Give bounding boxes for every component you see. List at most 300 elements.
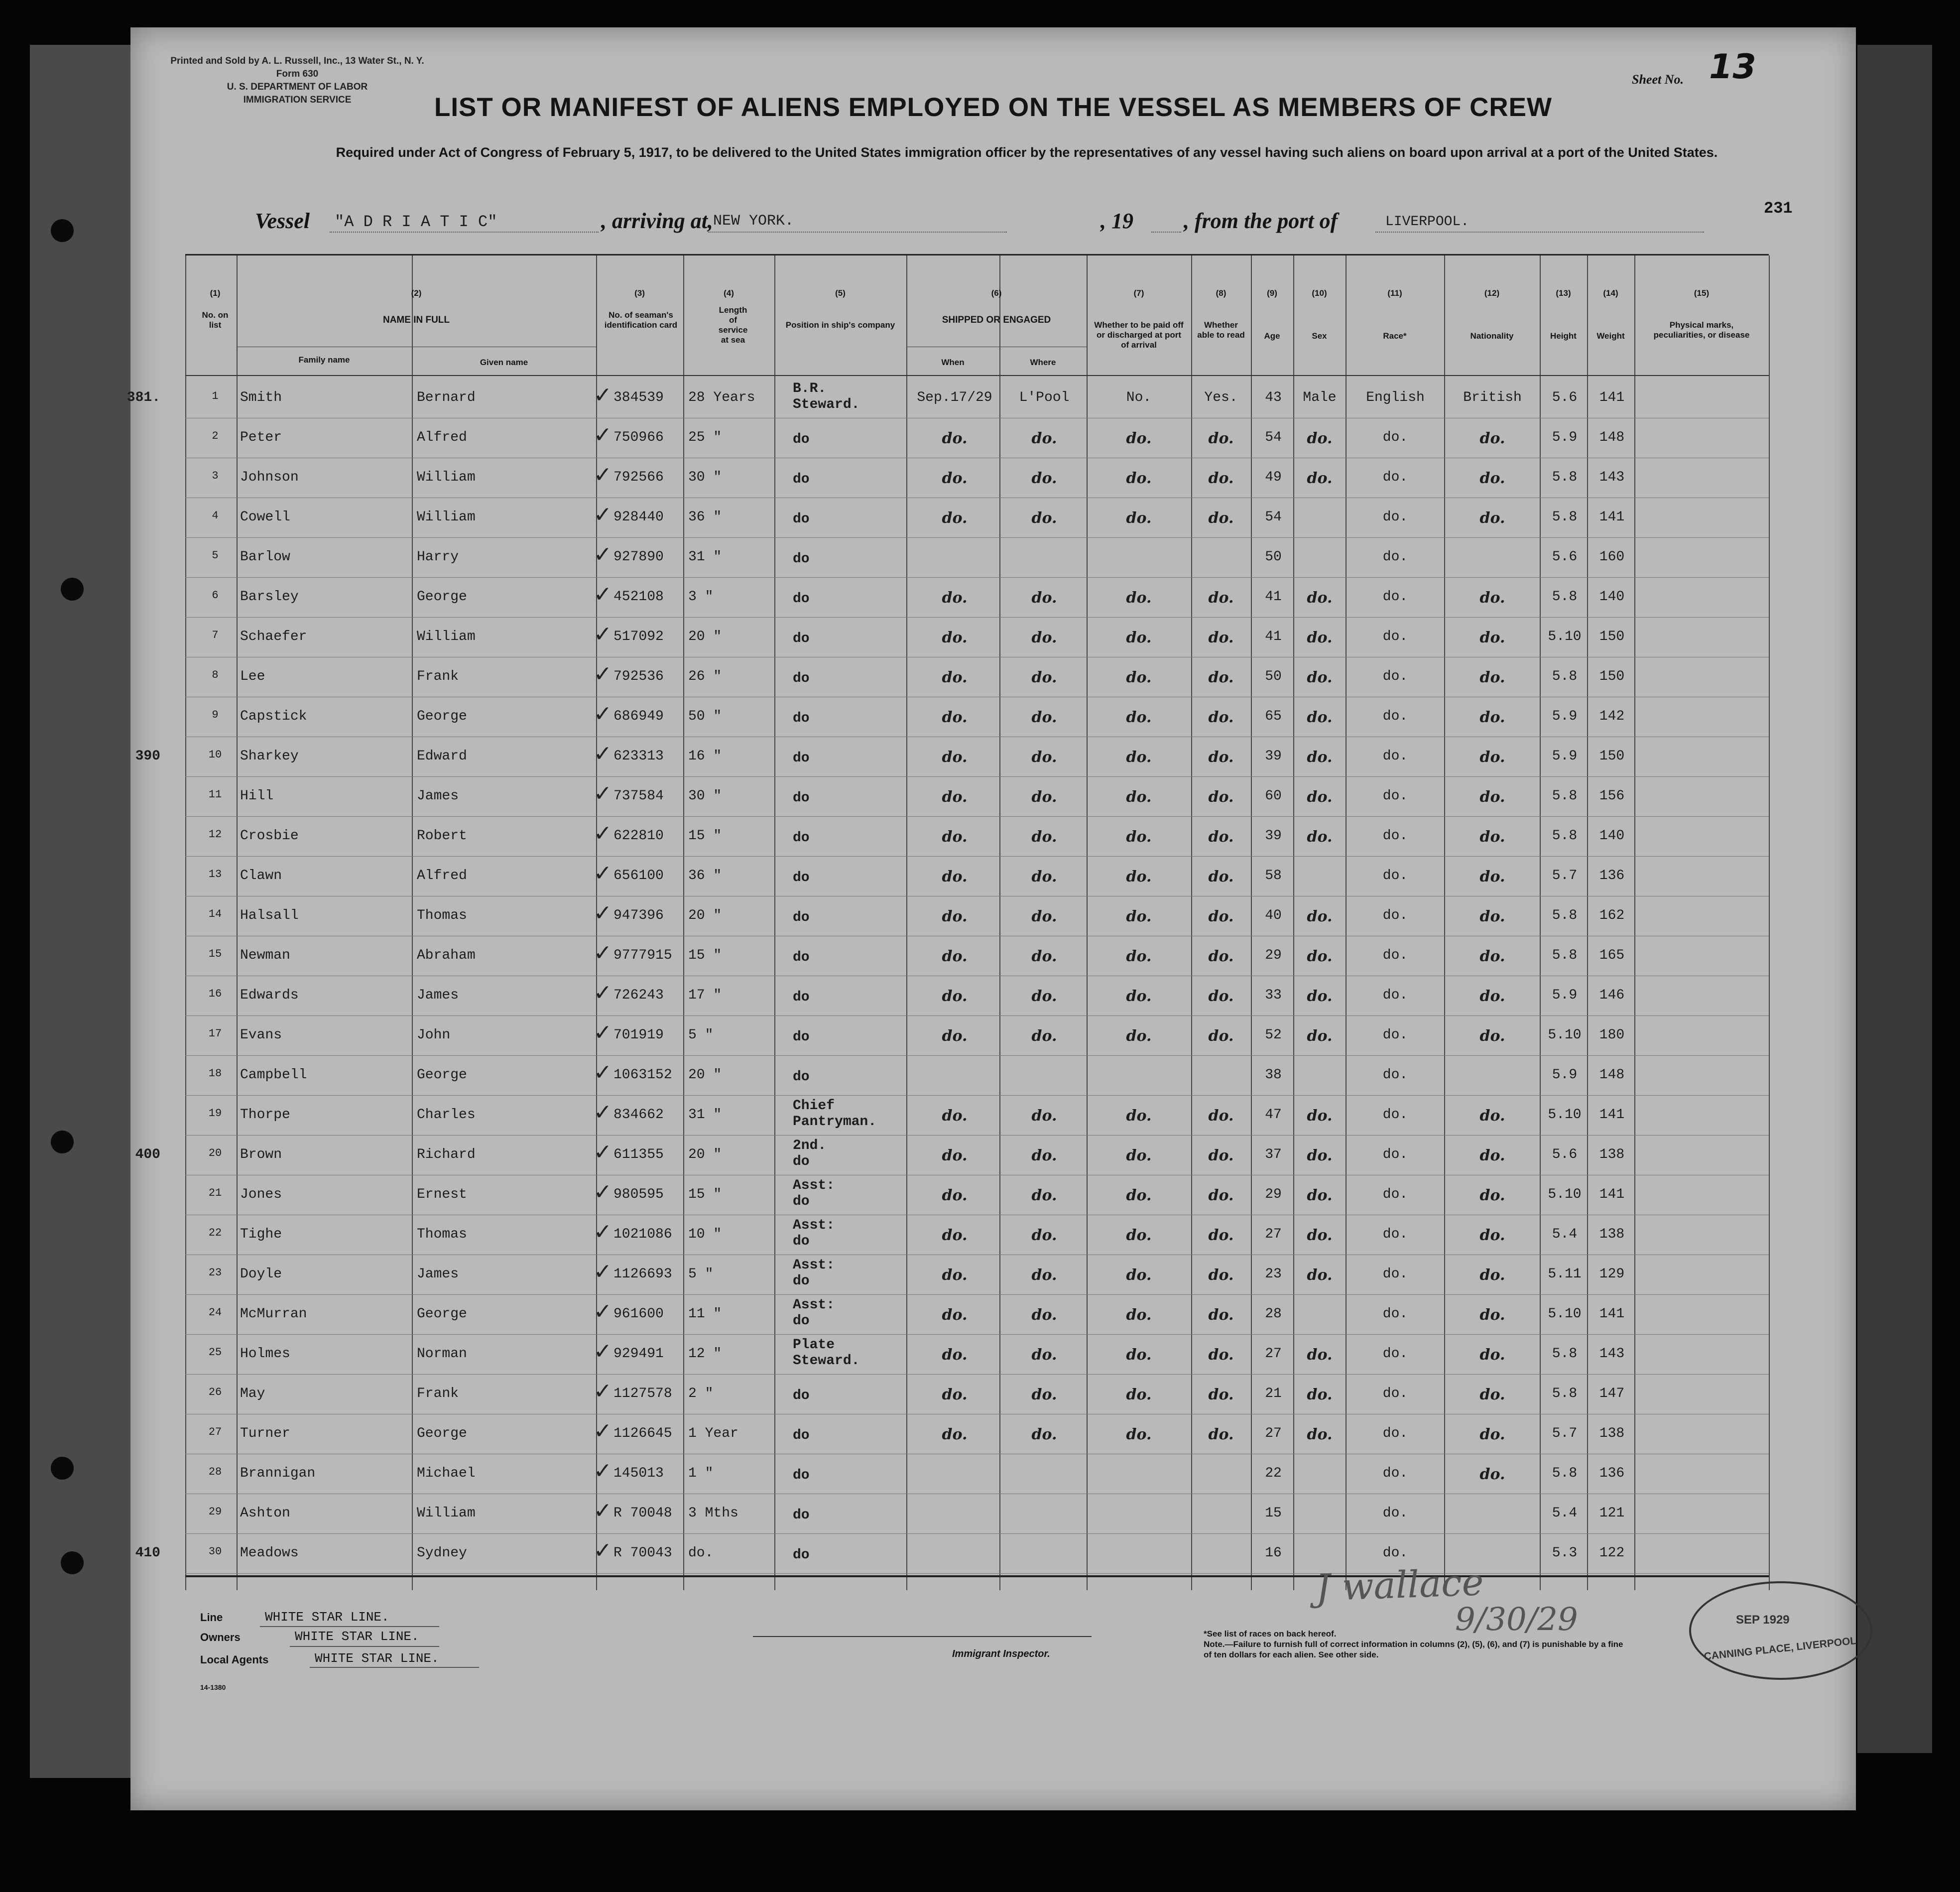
cell-card: 726243 [613, 988, 664, 1003]
cell-age: 39 [1265, 749, 1282, 764]
cell-card: 517092 [613, 629, 664, 644]
cell-age: 28 [1265, 1306, 1282, 1322]
col-2-header: NAME IN FULL [382, 315, 450, 325]
cell-family: Halsall [240, 908, 299, 923]
cell-given: George [417, 1426, 467, 1441]
col-3-number: (3) [634, 288, 645, 298]
cell-weight: 138 [1599, 1426, 1625, 1441]
cell-given: James [417, 1266, 459, 1282]
rule [260, 1626, 439, 1627]
cell-read: do. [1208, 1147, 1234, 1164]
cell-paid: do. [1126, 430, 1152, 447]
cell-family: Hill [240, 788, 274, 804]
cell-family: Campbell [240, 1067, 307, 1083]
cell-service: 1 Year [688, 1426, 738, 1441]
owners-value: WHITE STAR LINE. [295, 1629, 419, 1644]
checkmark-icon: ✓ [594, 1339, 612, 1364]
cell-no: 2 [212, 430, 219, 442]
position-title-line-2: do [793, 1194, 810, 1209]
agents-label: Local Agents [200, 1653, 269, 1666]
cell-weight: 141 [1599, 390, 1625, 405]
col-12-header: Nationality [1470, 331, 1514, 341]
col-9-header: Age [1264, 331, 1280, 341]
vessel-label: Vessel [255, 209, 310, 233]
cell-race: do. [1382, 828, 1408, 844]
cell-nat: do. [1479, 430, 1505, 447]
checkmark-icon: ✓ [594, 462, 612, 488]
position-title-line-1: Asst: [793, 1297, 835, 1313]
cell-card: 947396 [613, 908, 664, 923]
cell-where: do. [1031, 470, 1057, 487]
cell-family: Peter [240, 430, 282, 445]
page-subtitle: Required under Act of Congress of February 5, 1917, to be delivered to the United States immigration officer by the representatives of any vessel having such aliens on board upon arrival at a port of the United States. [336, 145, 1718, 160]
cell-weight: 180 [1599, 1027, 1625, 1043]
column-divider [906, 255, 907, 1590]
cell-service: 1 " [688, 1466, 714, 1481]
position-title-line-2: do [793, 1428, 810, 1443]
position-title-line-2: do [793, 472, 810, 487]
cell-age: 29 [1265, 948, 1282, 963]
cell-when: do. [942, 509, 968, 527]
position-title-line-2: do [793, 790, 810, 806]
cell-family: Evans [240, 1027, 282, 1043]
row-divider [185, 1294, 1769, 1295]
cell-service: 36 " [688, 509, 722, 525]
cell-nat: do. [1479, 629, 1505, 646]
cell-given: Sydney [417, 1545, 467, 1561]
cell-race: do. [1382, 709, 1408, 724]
cell-service: 12 " [688, 1346, 722, 1362]
cell-weight: 150 [1599, 629, 1625, 644]
cell-paid: No. [1126, 390, 1152, 405]
cell-weight: 143 [1599, 470, 1625, 485]
rule [1151, 232, 1181, 233]
checkmark-icon: ✓ [594, 980, 612, 1006]
position-title-line-2: do [793, 1069, 810, 1085]
cell-family: Sharkey [240, 749, 299, 764]
form-code: 14-1380 [200, 1683, 226, 1691]
cell-service: 20 " [688, 1067, 722, 1083]
col-15-number: (15) [1694, 288, 1710, 298]
inspector-label: Immigrant Inspector. [952, 1648, 1050, 1659]
cell-race: do. [1382, 629, 1408, 644]
cell-weight: 136 [1599, 1466, 1625, 1481]
cell-given: Richard [417, 1147, 476, 1162]
position-title-line-2: Steward. [793, 397, 860, 412]
cell-height: 5.8 [1552, 1386, 1578, 1401]
cell-race: do. [1382, 1107, 1408, 1123]
cell-paid: do. [1126, 629, 1152, 646]
cell-where: do. [1031, 509, 1057, 527]
cell-race: do. [1382, 1386, 1408, 1401]
cell-when: do. [942, 709, 968, 726]
col-11-header: Race* [1383, 331, 1407, 341]
cell-service: do. [688, 1545, 714, 1561]
col-2-number: (2) [411, 288, 422, 298]
cell-height: 5.6 [1552, 390, 1578, 405]
manifest-sheet [126, 27, 1857, 1810]
port-stamp [1689, 1581, 1872, 1680]
scanner-frame-left [30, 45, 132, 1778]
position-title-line-1: Asst: [793, 1218, 835, 1233]
cell-nat: British [1463, 390, 1522, 405]
handwritten-signature: J wallace [1315, 1561, 1484, 1610]
cell-when: do. [942, 1147, 968, 1164]
rule [310, 1667, 479, 1668]
cell-race: do. [1382, 509, 1408, 525]
cell-race: do. [1382, 988, 1408, 1003]
cell-service: 17 " [688, 988, 722, 1003]
column-divider [1087, 255, 1088, 1590]
cell-when: do. [942, 1306, 968, 1324]
cell-card: 961600 [613, 1306, 664, 1322]
cell-no: 7 [212, 629, 219, 641]
position-title-line-2: do [793, 551, 810, 567]
cell-when: do. [942, 1227, 968, 1244]
from-port-label: , from the port of [1184, 209, 1338, 233]
form-number: Form 630 [276, 69, 319, 79]
checkmark-icon: ✓ [594, 622, 612, 647]
cell-nat: do. [1479, 908, 1505, 925]
cell-nat: do. [1479, 828, 1505, 846]
cell-read: do. [1208, 908, 1234, 925]
cell-age: 47 [1265, 1107, 1282, 1123]
cell-where: do. [1031, 1266, 1057, 1284]
cell-service: 28 Years [688, 390, 755, 405]
cell-when: do. [942, 828, 968, 846]
cell-paid: do. [1126, 1386, 1152, 1403]
cell-race: do. [1382, 1545, 1408, 1561]
column-divider [1587, 255, 1588, 1590]
cell-nat: do. [1479, 1426, 1505, 1443]
cell-margin: 400 [135, 1147, 160, 1162]
cell-no: 25 [208, 1346, 222, 1359]
checkmark-icon: ✓ [594, 1179, 612, 1205]
cell-given: Norman [417, 1346, 467, 1362]
cell-sex: do. [1307, 1386, 1333, 1403]
position-title-line-2: do [793, 671, 810, 686]
stamp-date: SEP 1929 [1736, 1613, 1790, 1627]
cell-paid: do. [1126, 749, 1152, 766]
cell-card: 1021086 [613, 1227, 672, 1242]
cell-given: Robert [417, 828, 467, 844]
cell-read: do. [1208, 1107, 1234, 1125]
cell-no: 18 [208, 1067, 222, 1080]
position-title-line-2: Pantryman. [793, 1114, 877, 1130]
cell-age: 41 [1265, 629, 1282, 644]
cell-weight: 141 [1599, 509, 1625, 525]
cell-family: Tighe [240, 1227, 282, 1242]
col-12-number: (12) [1484, 288, 1500, 298]
cell-given: George [417, 589, 467, 605]
rule [330, 232, 599, 233]
cell-family: May [240, 1386, 265, 1401]
cell-read: do. [1208, 1187, 1234, 1204]
cell-sex: do. [1307, 1147, 1333, 1164]
cell-sex: do. [1307, 1187, 1333, 1204]
cell-height: 5.10 [1548, 1027, 1582, 1043]
cell-weight: 141 [1599, 1187, 1625, 1202]
position-title-line-2: do [793, 990, 810, 1005]
column-divider [1251, 255, 1252, 1590]
cell-card: 834662 [613, 1107, 664, 1123]
checkmark-icon: ✓ [594, 781, 612, 806]
cell-nat: do. [1479, 669, 1505, 686]
cell-service: 5 " [688, 1266, 714, 1282]
cell-weight: 160 [1599, 549, 1625, 565]
position-title-line-2: do [793, 1547, 810, 1563]
cell-nat: do. [1479, 988, 1505, 1005]
cell-age: 33 [1265, 988, 1282, 1003]
cell-service: 15 " [688, 948, 722, 963]
cell-where: do. [1031, 749, 1057, 766]
printer-line: Printed and Sold by A. L. Russell, Inc., 13 Water St., N. Y. [170, 56, 424, 66]
cell-family: Cowell [240, 509, 290, 525]
cell-read: do. [1208, 509, 1234, 527]
family-name-header: Family name [298, 355, 350, 365]
cell-race: do. [1382, 948, 1408, 963]
cell-service: 30 " [688, 470, 722, 485]
cell-nat: do. [1479, 1187, 1505, 1204]
binder-hole [61, 578, 84, 601]
agents-value: WHITE STAR LINE. [315, 1651, 439, 1666]
position-title-line-2: do [793, 950, 810, 965]
cell-weight: 141 [1599, 1107, 1625, 1123]
position-title-line-2: do [793, 910, 810, 925]
cell-family: Holmes [240, 1346, 290, 1362]
cell-height: 5.8 [1552, 828, 1578, 844]
cell-given: George [417, 1306, 467, 1322]
cell-card: R 70048 [613, 1506, 672, 1521]
cell-weight: 148 [1599, 430, 1625, 445]
cell-given: Alfred [417, 868, 467, 883]
cell-given: Harry [417, 549, 459, 565]
cell-age: 21 [1265, 1386, 1282, 1401]
penalty-note: Note.—Failure to furnish full of correct information in columns (2), (5), (6), and (7) is punishable by a fine of ten dollars for each alien. See other side. [1204, 1640, 1623, 1659]
cell-read: do. [1208, 1346, 1234, 1364]
cell-paid: do. [1126, 788, 1152, 806]
col-9-number: (9) [1267, 288, 1277, 298]
cell-given: Thomas [417, 908, 467, 923]
cell-race: do. [1382, 1466, 1408, 1481]
row-divider [185, 537, 1769, 538]
cell-service: 11 " [688, 1306, 722, 1322]
cell-given: James [417, 988, 459, 1003]
cell-height: 5.4 [1552, 1227, 1578, 1242]
col-13-number: (13) [1556, 288, 1571, 298]
position-title-line-2: do [793, 1273, 810, 1289]
col-6-header: SHIPPED OR ENGAGED [942, 315, 1051, 325]
position-title-line-1: Asst: [793, 1258, 835, 1273]
cell-margin: 410 [135, 1545, 160, 1561]
cell-nat: do. [1479, 1147, 1505, 1164]
row-divider [185, 1334, 1769, 1335]
cell-race: do. [1382, 749, 1408, 764]
cell-family: Turner [240, 1426, 290, 1441]
cell-race: do. [1382, 470, 1408, 485]
cell-height: 5.9 [1552, 749, 1578, 764]
cell-given: Thomas [417, 1227, 467, 1242]
cell-where: do. [1031, 1306, 1057, 1324]
cell-no: 11 [208, 788, 222, 801]
sheet-number-label: Sheet No. [1632, 72, 1684, 87]
vessel-name: "A D R I A T I C" [335, 213, 497, 231]
cell-read: do. [1208, 948, 1234, 965]
checkmark-icon: ✓ [594, 1020, 612, 1045]
cell-service: 20 " [688, 1147, 722, 1162]
cell-given: William [417, 470, 476, 485]
cell-height: 5.8 [1552, 589, 1578, 605]
cell-card: 611355 [613, 1147, 664, 1162]
cell-when: do. [942, 988, 968, 1005]
cell-when: do. [942, 1027, 968, 1045]
cell-weight: 150 [1599, 749, 1625, 764]
cell-paid: do. [1126, 1306, 1152, 1324]
cell-weight: 138 [1599, 1227, 1625, 1242]
cell-age: 16 [1265, 1545, 1282, 1561]
cell-nat: do. [1479, 1027, 1505, 1045]
cell-sex: do. [1307, 1426, 1333, 1443]
cell-service: 16 " [688, 749, 722, 764]
stamp-location: CANNING PLACE, LIVERPOOL [1703, 1635, 1857, 1663]
col-5-header: Position in ship's company [785, 320, 895, 330]
cell-card: 928440 [613, 509, 664, 525]
cell-given: Michael [417, 1466, 476, 1481]
cell-nat: do. [1479, 509, 1505, 527]
cell-race: do. [1382, 1227, 1408, 1242]
row-divider [185, 1573, 1769, 1574]
cell-race: do. [1382, 1027, 1408, 1043]
cell-race: do. [1382, 430, 1408, 445]
rule [290, 1646, 439, 1647]
cell-given: Frank [417, 669, 459, 684]
cell-given: William [417, 629, 476, 644]
cell-family: Meadows [240, 1545, 299, 1561]
cell-paid: do. [1126, 1426, 1152, 1443]
cell-sex: do. [1307, 430, 1333, 447]
cell-read: do. [1208, 1227, 1234, 1244]
cell-where: do. [1031, 1386, 1057, 1403]
cell-where: do. [1031, 908, 1057, 925]
line-label: Line [200, 1611, 223, 1624]
checkmark-icon: ✓ [594, 900, 612, 926]
checkmark-icon: ✓ [594, 1060, 612, 1085]
position-title-line-1: Asst: [793, 1178, 835, 1193]
cell-nat: do. [1479, 749, 1505, 766]
cell-nat: do. [1479, 1346, 1505, 1364]
cell-read: do. [1208, 1027, 1234, 1045]
year-label: , 19 [1101, 209, 1133, 233]
cell-paid: do. [1126, 1227, 1152, 1244]
sheet-number: 13 [1709, 47, 1756, 87]
cell-no: 24 [208, 1306, 222, 1319]
cell-card: 701919 [613, 1027, 664, 1043]
cell-when: do. [942, 1346, 968, 1364]
cell-nat: do. [1479, 1107, 1505, 1125]
cell-paid: do. [1126, 470, 1152, 487]
checkmark-icon: ✓ [594, 1259, 612, 1284]
rule [708, 232, 1007, 233]
cell-card: 1126645 [613, 1426, 672, 1441]
col-4-number: (4) [724, 288, 734, 298]
cell-family: Brannigan [240, 1466, 316, 1481]
binder-hole [61, 1551, 84, 1574]
cell-card: 686949 [613, 709, 664, 724]
cell-no: 8 [212, 669, 219, 681]
cell-sex: Male [1303, 390, 1337, 405]
cell-race: do. [1382, 908, 1408, 923]
cell-sex: do. [1307, 470, 1333, 487]
cell-sex: do. [1307, 1346, 1333, 1364]
binder-hole [51, 219, 74, 242]
cell-no: 22 [208, 1227, 222, 1239]
cell-nat: do. [1479, 470, 1505, 487]
cell-height: 5.10 [1548, 629, 1582, 644]
cell-race: do. [1382, 788, 1408, 804]
cell-race: do. [1382, 669, 1408, 684]
position-title-line-2: do [793, 1234, 810, 1249]
row-divider [185, 617, 1769, 618]
cell-family: Jones [240, 1187, 282, 1202]
cell-service: 26 " [688, 669, 722, 684]
position-title-line-2: do [793, 751, 810, 766]
cell-paid: do. [1126, 1187, 1152, 1204]
cell-height: 5.10 [1548, 1107, 1582, 1123]
cell-where: do. [1031, 828, 1057, 846]
cell-weight: 140 [1599, 828, 1625, 844]
cell-where: do. [1031, 629, 1057, 646]
cell-sex: do. [1307, 788, 1333, 806]
cell-weight: 148 [1599, 1067, 1625, 1083]
cell-when: Sep.17/29 [917, 390, 992, 405]
cell-race: do. [1382, 1266, 1408, 1282]
cell-weight: 140 [1599, 589, 1625, 605]
cell-when: do. [942, 908, 968, 925]
cell-read: do. [1208, 629, 1234, 646]
cell-family: Barsley [240, 589, 299, 605]
cell-height: 5.8 [1552, 470, 1578, 485]
cell-given: William [417, 1506, 476, 1521]
when-header: When [941, 358, 965, 367]
cell-no: 4 [212, 509, 219, 522]
cell-weight: 122 [1599, 1545, 1625, 1561]
cell-age: 27 [1265, 1426, 1282, 1441]
cell-age: 50 [1265, 669, 1282, 684]
checkmark-icon: ✓ [594, 661, 612, 687]
owners-label: Owners [200, 1631, 241, 1643]
cell-given: William [417, 509, 476, 525]
cell-sex: do. [1307, 828, 1333, 846]
cell-height: 5.4 [1552, 1506, 1578, 1521]
cell-no: 27 [208, 1426, 222, 1438]
cell-height: 5.8 [1552, 908, 1578, 923]
binder-hole [51, 1131, 74, 1153]
position-title-line-1: Chief [793, 1098, 835, 1114]
cell-where: do. [1031, 868, 1057, 885]
cell-age: 38 [1265, 1067, 1282, 1083]
cell-family: McMurran [240, 1306, 307, 1322]
cell-family: Doyle [240, 1266, 282, 1282]
cell-height: 5.8 [1552, 948, 1578, 963]
cell-margin: 381. [126, 390, 160, 405]
position-title-line-2: do [793, 511, 810, 527]
cell-paid: do. [1126, 828, 1152, 846]
cell-height: 5.8 [1552, 1346, 1578, 1362]
cell-height: 5.10 [1548, 1306, 1582, 1322]
cell-service: 25 " [688, 430, 722, 445]
cell-read: do. [1208, 669, 1234, 686]
cell-race: do. [1382, 1147, 1408, 1162]
